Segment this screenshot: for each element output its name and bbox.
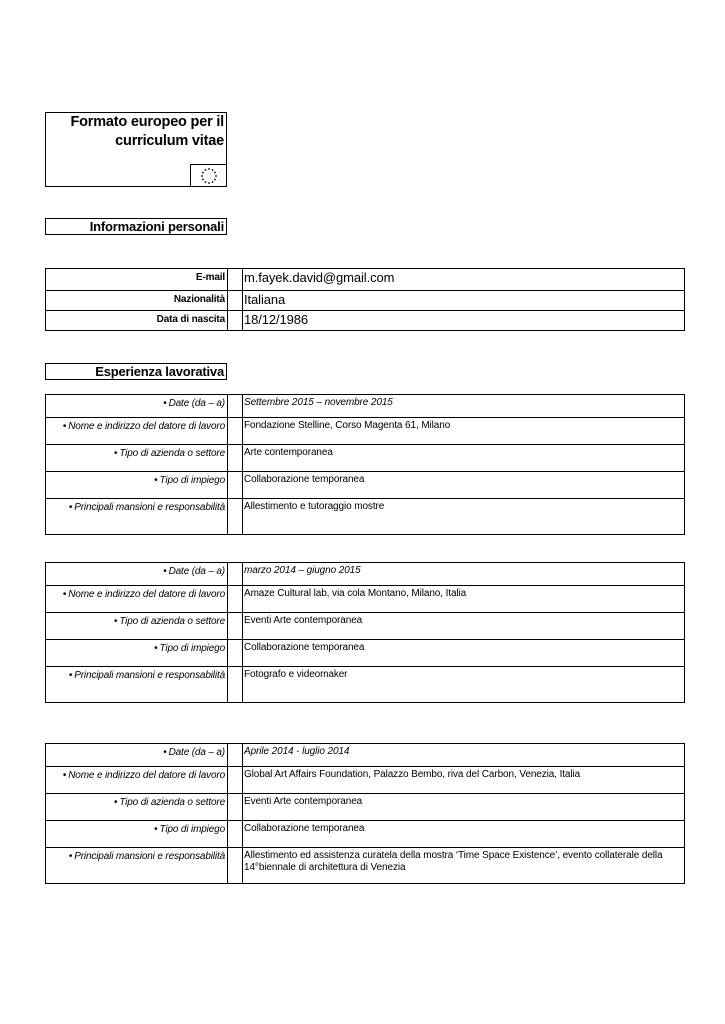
email-label: E-mail — [46, 269, 228, 291]
section-title-personal: Informazioni personali — [89, 219, 224, 234]
bullet: • — [163, 747, 167, 758]
job-sector: Eventi Arte contemporanea — [243, 613, 685, 640]
job-dates: marzo 2014 – giugno 2015 — [243, 563, 685, 586]
job-row-dates — [46, 563, 685, 586]
employer-label: Nome e indirizzo del datore di lavoro — [68, 770, 225, 781]
dates-label: Date (da – a) — [168, 398, 225, 409]
employer-label: Nome e indirizzo del datore di lavoro — [68, 589, 225, 600]
bullet: • — [113, 448, 118, 459]
job-type: Collaborazione temporanea — [243, 640, 685, 667]
job-type: Collaborazione temporanea — [243, 821, 685, 848]
job-dates: Aprile 2014 - luglio 2014 — [243, 744, 685, 767]
duties-label: Principali mansioni e responsabilità — [74, 670, 225, 681]
job-type: Collaborazione temporanea — [243, 472, 685, 499]
birthdate-value: 18/12/1986 — [243, 311, 685, 331]
bullet: • — [154, 643, 158, 654]
cv-title-box — [45, 112, 227, 187]
job-duties: Allestimento ed assistenza curatela della mostra ‘Time Space Existence’, evento collaterale della 14°biennale di architettura di Venezia — [243, 848, 685, 884]
job-row-duties — [46, 667, 685, 703]
job-row-employer — [46, 767, 685, 794]
duties-label: Principali mansioni e responsabilità — [74, 851, 225, 862]
sector-label: Tipo di azienda o settore — [119, 448, 225, 459]
section-header-work — [45, 363, 227, 380]
bullet: • — [113, 616, 118, 627]
bullet: • — [154, 824, 158, 835]
dates-label: Date (da – a) — [168, 747, 225, 758]
job-table — [45, 394, 685, 535]
job-employer: Global Art Affairs Foundation, Palazzo Bembo, riva del Carbon, Venezia, Italia — [243, 767, 685, 794]
job-duties: Allestimento e tutoraggio mostre — [243, 499, 685, 535]
nationality-label: Nazionalità — [46, 291, 228, 311]
job-row-type — [46, 640, 685, 667]
job-table — [45, 743, 685, 884]
duties-label: Principali mansioni e responsabilità — [74, 502, 225, 513]
job-sector: Arte contemporanea — [243, 445, 685, 472]
job-type-label: Tipo di impiego — [159, 643, 225, 654]
job-duties: Fotografo e videomaker — [243, 667, 685, 703]
sector-label: Tipo di azienda o settore — [119, 797, 225, 808]
bullet: • — [113, 797, 118, 808]
bullet: • — [62, 589, 67, 600]
job-row-type — [46, 472, 685, 499]
job-type-label: Tipo di impiego — [159, 824, 225, 835]
bullet: • — [163, 566, 167, 577]
job-row-duties — [46, 848, 685, 884]
sector-label: Tipo di azienda o settore — [119, 616, 225, 627]
job-row-sector — [46, 794, 685, 821]
job-row-employer — [46, 418, 685, 445]
job-table — [45, 562, 685, 703]
cv-title — [70, 113, 224, 151]
section-header-personal — [45, 218, 227, 235]
personal-info-table — [45, 268, 685, 331]
job-row-employer — [46, 586, 685, 613]
personal-row-birthdate — [46, 311, 685, 331]
bullet: • — [154, 475, 158, 486]
job-row-sector — [46, 445, 685, 472]
employer-label: Nome e indirizzo del datore di lavoro — [68, 421, 225, 432]
job-type-label: Tipo di impiego — [159, 475, 225, 486]
cv-title-line2: curriculum vitae — [115, 133, 224, 149]
job-row-dates — [46, 395, 685, 418]
job-row-sector — [46, 613, 685, 640]
dates-label: Date (da – a) — [168, 566, 225, 577]
bullet: • — [163, 398, 167, 409]
job-dates: Settembre 2015 – novembre 2015 — [243, 395, 685, 418]
cv-title-line1: Formato europeo per il — [70, 114, 224, 130]
personal-row-nationality — [46, 291, 685, 311]
email-value: m.fayek.david@gmail.com — [243, 269, 685, 291]
bullet: • — [68, 502, 73, 513]
personal-row-email — [46, 269, 685, 291]
bullet: • — [62, 421, 67, 432]
section-title-work: Esperienza lavorativa — [95, 364, 224, 379]
job-sector: Eventi Arte contemporanea — [243, 794, 685, 821]
job-employer: Fondazione Stelline, Corso Magenta 61, Milano — [243, 418, 685, 445]
job-row-duties — [46, 499, 685, 535]
job-row-dates — [46, 744, 685, 767]
bullet: • — [62, 770, 67, 781]
eu-flag-icon — [190, 164, 227, 187]
nationality-value: Italiana — [243, 291, 685, 311]
job-employer: Amaze Cultural lab, via cola Montano, Milano, Italia — [243, 586, 685, 613]
birthdate-label: Data di nascita — [46, 311, 228, 331]
bullet: • — [68, 670, 73, 681]
bullet: • — [68, 851, 73, 862]
job-row-type — [46, 821, 685, 848]
